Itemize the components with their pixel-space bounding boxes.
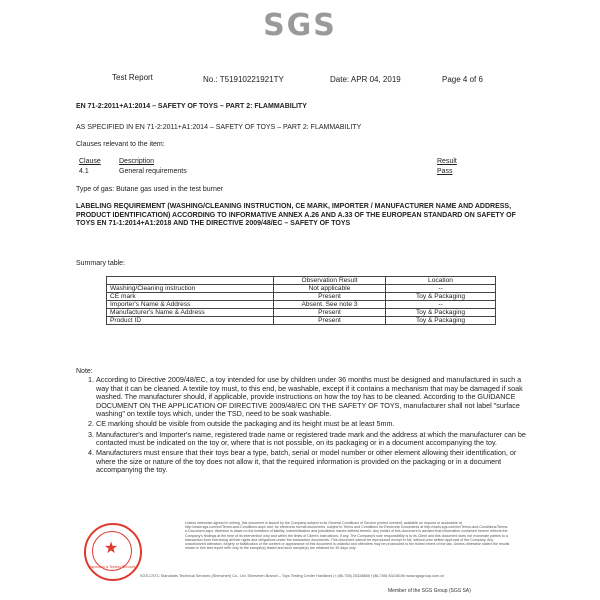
- table-cell: Importer's Name & Address: [107, 301, 274, 309]
- company-address: SGS-CSTC Standards Technical Services (Shenzhen) Co., Ltd. Shenzhen Branch – Toys Testing Center Hardlines | t (86-755) 25328888 f (86-755) 83108190 www.sgsgroup.com.cn: [140, 574, 445, 578]
- table-cell: Product ID: [107, 317, 274, 325]
- report-title: Test Report: [112, 73, 153, 82]
- report-date: Date: APR 04, 2019: [330, 75, 401, 84]
- table-row: [107, 301, 496, 309]
- report-number: No.: T51910221921TY: [203, 75, 284, 84]
- table-row: [107, 317, 496, 325]
- sgs-logo: SGS: [263, 8, 337, 43]
- table-cell: Toy & Packaging: [386, 317, 496, 325]
- clause-description: General requirements: [119, 168, 187, 175]
- table-cell: [107, 277, 274, 285]
- note-item: 4. Manufacturers must ensure that their toys bear a type, batch, serial or model number or other element allowing their identification, or where the size or nature of the toy does not allow it, that the required information is provided on the packaging or in a document accompanying the toy.: [96, 449, 528, 475]
- clause-result: Pass: [437, 168, 453, 175]
- summary-table: [106, 276, 496, 325]
- table-cell: Washing/Cleaning instruction: [107, 285, 274, 293]
- standard-heading: EN 71-2:2011+A1:2014 – SAFETY OF TOYS – PART 2: FLAMMABILITY: [76, 103, 307, 110]
- clause-number: 4.1: [79, 168, 89, 175]
- clause-header: Clause: [79, 158, 101, 165]
- notes-list: [82, 376, 528, 477]
- note-item: 2. CE marking should be visible from outside the packaging and its height must be at least 5mm.: [96, 420, 528, 429]
- table-row: [107, 293, 496, 301]
- table-cell: Observation Result: [274, 277, 386, 285]
- stamp-label: Inspection & Testing Services: [88, 565, 136, 569]
- terms-text: Unless otherwise agreed in writing, this document is issued by the Company subject to its General Conditions of Service printed overleaf, available on request or accessible at http://www.sgs.com/en/Terms-and-Conditions.aspx and, for electronic format documents, subject to Terms and Conditions for Electronic Documents at http://www.sgs.com/en/Terms-and-Conditions/Terms-e-Document.aspx. Attention is drawn to the limitation of liability, indemnification and jurisdiction issues defined therein. Any holder of this document is advised that information contained hereon reflects the Company's findings at the time of its intervention only and within the limits of Client's instructions, if any. The Company's sole responsibility is to its Client and this document does not exonerate parties to a transaction from exercising all their rights and obligations under the transaction documents. This document cannot be reproduced except in full, without prior written approval of the Company. Any unauthorized alteration, forgery or falsification of the content or appearance of this document is unlawful and offenders may be prosecuted to the fullest extent of the law. Unless otherwise stated the results shown in this test report refer only to the sample(s) tested and such sample(s) are retained for 30 days only.: [185, 521, 510, 551]
- table-cell: Present: [274, 317, 386, 325]
- table-cell: Toy & Packaging: [386, 309, 496, 317]
- table-header-row: [107, 277, 496, 285]
- table-cell: Location: [386, 277, 496, 285]
- table-cell: Not applicable: [274, 285, 386, 293]
- gas-type: Type of gas: Butane gas used in the test burner: [76, 186, 224, 193]
- summary-label: Summary table:: [76, 260, 126, 267]
- table-cell: Present: [274, 293, 386, 301]
- table-cell: Toy & Packaging: [386, 293, 496, 301]
- clauses-intro: Clauses relevant to the item:: [76, 141, 165, 148]
- member-line: Member of the SGS Group (SGS SA): [388, 588, 471, 594]
- note-item: 3. Manufacturer's and Importer's name, registered trade name or registered trade mark and the address at which the manufacturer can be contacted must be indicated on the toy or, where that is not possible, on its packaging or in a document accompanying the toy.: [96, 431, 528, 448]
- description-header: Description: [119, 158, 155, 165]
- page-number: Page 4 of 6: [442, 75, 483, 84]
- table-cell: --: [386, 301, 496, 309]
- labeling-heading: LABELING REQUIREMENT (WASHING/CLEANING INSTRUCTION, CE MARK, IMPORTER / MANUFACTURER NAME AND ADDRESS, PRODUCT IDENTIFICATION) ACCORDING TO INFORMATIVE ANNEX A.26 AND A.33 OF THE EUROPEAN STANDARD ON SAFETY OF TOYS EN 71-1:2014+A1:2018 AND THE DIRECTIVE 2009/48/EC – SAFETY OF TOYS: [76, 203, 516, 228]
- table-cell: --: [386, 285, 496, 293]
- note-item: 1. According to Directive 2009/48/EC, a toy intended for use by children under 36 months must be designed and manufactured in such a way that it can be cleaned. A textile toy must, to this end, be washable, except if it contains a mechanism that may be damaged if soak washed. The manufacturer should, if applicable, provide instructions on how the toy has to be cleaned. According to the GUIDANCE DOCUMENT ON THE APPLICATION OF DIRECTIVE 2009/48/EC ON THE SAFETY OF TOYS, manufacturer shall not label "surface washing" on textile toys which, under the TSD, need to be soak washable.: [96, 376, 528, 419]
- as-specified: AS SPECIFIED IN EN 71-2:2011+A1:2014 – SAFETY OF TOYS – PART 2: FLAMMABILITY: [76, 124, 362, 131]
- result-header: Result: [437, 158, 457, 165]
- table-row: [107, 309, 496, 317]
- table-cell: Absent. See note 3: [274, 301, 386, 309]
- table-row: [107, 285, 496, 293]
- table-cell: CE mark: [107, 293, 274, 301]
- table-cell: Manufacturer's Name & Address: [107, 309, 274, 317]
- note-label: Note:: [76, 368, 93, 375]
- star-icon: ★: [103, 540, 119, 557]
- table-cell: Present: [274, 309, 386, 317]
